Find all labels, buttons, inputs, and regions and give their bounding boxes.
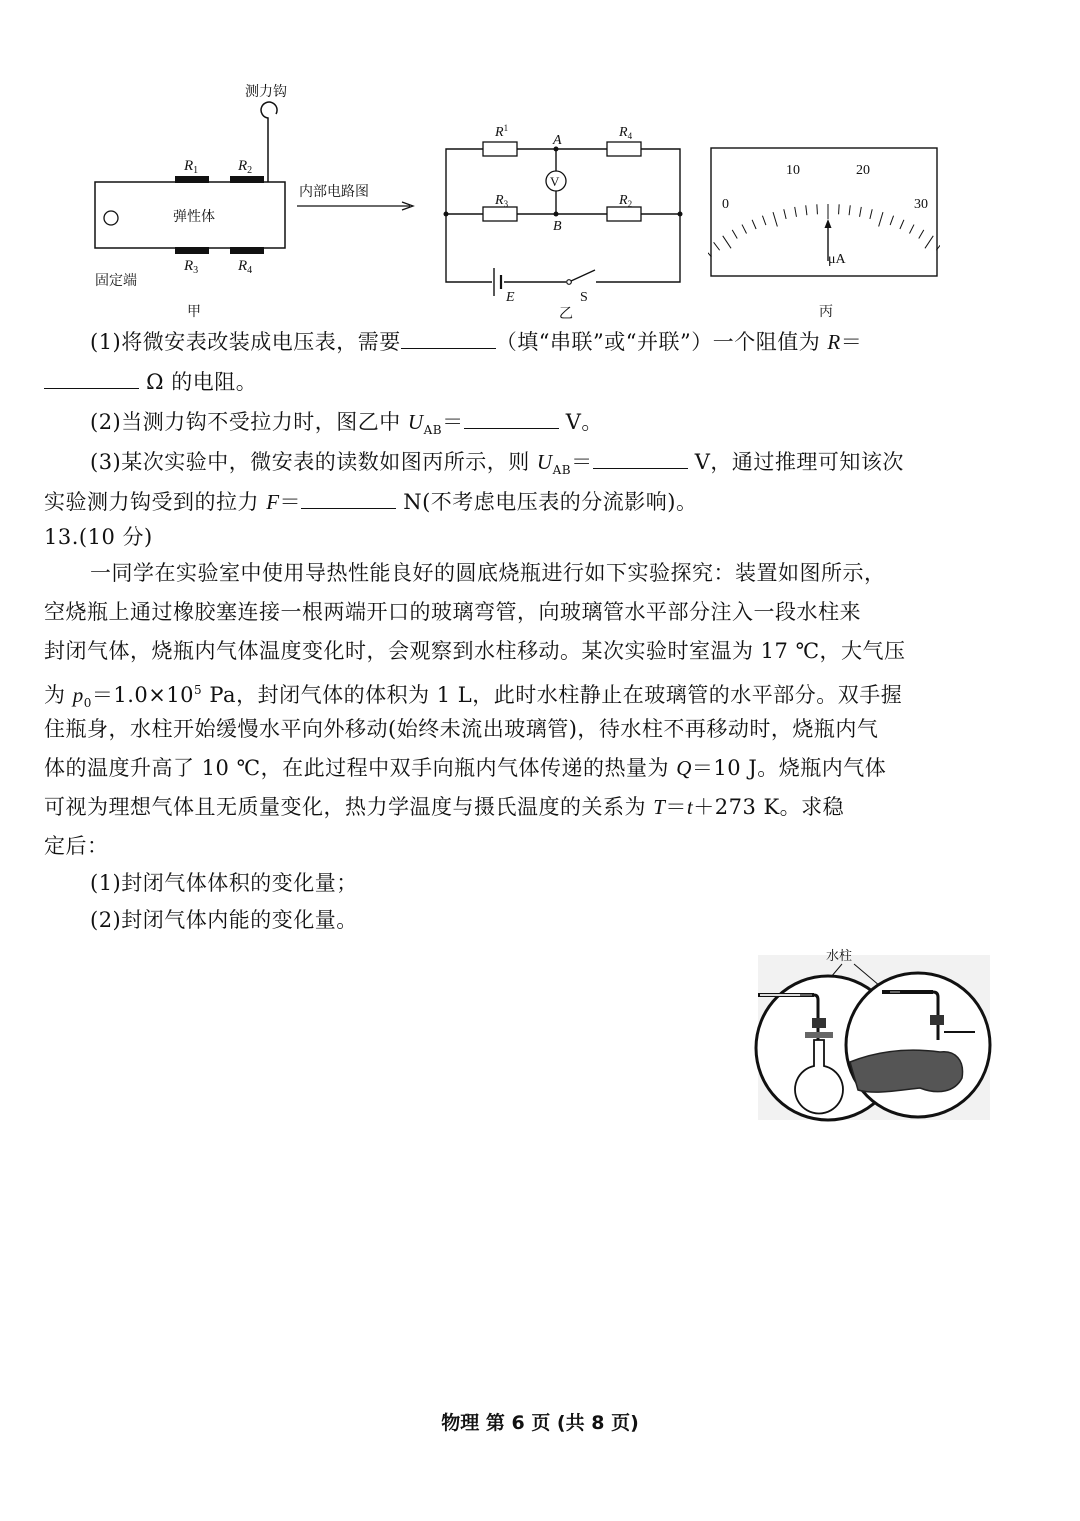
svg-text:R1: $R_1$ bbox=[184, 158, 199, 176]
q13-line2: 空烧瓶上通过橡胶塞连接一根两端开口的玻璃弯管，向玻璃管水平部分注入一段水柱来 bbox=[44, 600, 861, 624]
meter-tick-mark bbox=[919, 230, 924, 239]
meter-frame bbox=[711, 148, 937, 276]
meter-tick-mark bbox=[909, 225, 914, 234]
svg-text:A: A bbox=[553, 133, 562, 148]
internal-circuit-arrow bbox=[295, 180, 420, 215]
svg-text:R3: $R_3$ bbox=[495, 193, 509, 209]
meter-tick-10: 10 bbox=[786, 163, 800, 178]
hook-icon bbox=[261, 102, 277, 182]
hand-icon bbox=[850, 1050, 963, 1092]
svg-text:R3: $R_3$ bbox=[184, 258, 199, 276]
meter-tick-mark bbox=[742, 225, 747, 234]
q12-part3-line1: (3)某次实验中，微安表的读数如图丙所示，则 $U_{AB}= V$，通过推理可知该次 bbox=[90, 446, 904, 485]
meter-tick-mark bbox=[817, 204, 818, 214]
figure-yi-circuit bbox=[440, 118, 690, 320]
meter-tick-0: 0 bbox=[722, 197, 729, 212]
figure-bing-microammeter bbox=[708, 146, 940, 321]
q12-part2: (2)当测力钩不受拉力时，图乙中 $U_{AB}= V$。 bbox=[90, 406, 603, 445]
q12-part3-line2: 实验测力钩受到的拉力 F＝ N(不考虑电压表的分流影响)。 bbox=[44, 486, 697, 517]
q13-line1: 一同学在实验室中使用导热性能良好的圆底烧瓶进行如下实验探究：装置如图所示， bbox=[90, 561, 886, 585]
q13-line4: 为 $p_0=1.0\times 10^5$ Pa，封闭气体的体积为 1 L，此时水柱静止在玻璃管的水平部分。双手握 bbox=[44, 683, 903, 711]
svg-text:S: S bbox=[580, 290, 588, 305]
svg-text:R4: $R_4$ bbox=[619, 125, 633, 141]
meter-tick-mark bbox=[752, 220, 756, 229]
answer-blank-resistance[interactable] bbox=[44, 366, 139, 389]
meter-tick-mark bbox=[849, 205, 850, 215]
svg-text:乙: 乙 bbox=[559, 307, 573, 320]
figure-jia bbox=[80, 78, 295, 318]
meter-tick-mark bbox=[714, 242, 720, 250]
meter-tick-20: 20 bbox=[856, 163, 870, 178]
figure-flask-experiment bbox=[750, 940, 1000, 1125]
meter-tick-mark bbox=[839, 204, 840, 214]
meter-tick-mark bbox=[925, 236, 933, 248]
svg-text:内部电路图: 内部电路图 bbox=[299, 185, 369, 200]
q12-part1-line2: Ω 的电阻。 bbox=[44, 366, 257, 397]
meter-tick-mark bbox=[784, 209, 786, 219]
q12-part1-line1: (1)将微安表改装成电压表，需要 （填“串联”或“并联”）一个阻值为 R＝ bbox=[90, 326, 862, 357]
svg-text:R2: $R_2$ bbox=[238, 158, 253, 176]
q13-line6: 体的温度升高了 10 ℃，在此过程中双手向瓶内气体传递的热量为 Q＝10 J。烧瓶内气体 bbox=[44, 756, 887, 780]
svg-text:R2: $R_2$ bbox=[619, 193, 633, 209]
answer-blank-connection[interactable] bbox=[401, 326, 496, 349]
q13-line3: 封闭气体，烧瓶内气体温度变化时，会观察到水柱移动。某次实验时室温为 17 ℃，大气压 bbox=[44, 639, 906, 663]
answer-blank-force[interactable] bbox=[301, 486, 396, 509]
q13-line8: 定后： bbox=[44, 834, 109, 858]
meter-tick-mark bbox=[773, 212, 777, 226]
svg-text:R4: $R_4$ bbox=[238, 258, 253, 276]
svg-text:R1: $R^1$ bbox=[495, 123, 509, 140]
page-footer: 物理 第 6 页 (共 8 页) bbox=[441, 1412, 639, 1434]
q13-line5: 住瓶身，水柱开始缓慢水平向外移动(始终未流出玻璃管)，待水柱不再移动时，烧瓶内气 bbox=[44, 717, 879, 741]
meter-tick-mark bbox=[806, 205, 807, 215]
meter-tick-mark bbox=[795, 207, 797, 217]
resistor-r1 bbox=[483, 142, 517, 156]
fixed-end-icon bbox=[104, 211, 118, 225]
meter-needle-head bbox=[825, 219, 832, 228]
meter-tick-mark bbox=[890, 216, 893, 225]
q13-line7: 可视为理想气体且无质量变化，热力学温度与摄氏温度的关系为 T＝t＋273 K。求稳 bbox=[44, 795, 845, 819]
meter-tick-mark bbox=[732, 230, 737, 239]
answer-blank-uab[interactable] bbox=[593, 446, 688, 469]
svg-text:弹性体: 弹性体 bbox=[173, 210, 215, 225]
svg-text:E: E bbox=[506, 290, 515, 305]
meter-tick-mark bbox=[879, 212, 883, 226]
svg-text:V: V bbox=[550, 174, 560, 189]
svg-text:甲: 甲 bbox=[187, 305, 201, 318]
meter-tick-mark bbox=[723, 236, 731, 248]
meter-tick-mark bbox=[870, 209, 872, 219]
svg-text:丙: 丙 bbox=[819, 305, 833, 320]
q13-title: 13.(10 分) bbox=[44, 525, 153, 549]
resistor-r2 bbox=[607, 207, 641, 221]
q13-sub2: (2)封闭气体内能的变化量。 bbox=[90, 908, 358, 932]
meter-tick-mark bbox=[860, 207, 862, 217]
meter-unit: μA bbox=[828, 252, 846, 267]
hook-label: 测力钩 bbox=[245, 85, 287, 100]
resistor-r3 bbox=[483, 207, 517, 221]
flask-inset-right bbox=[846, 973, 990, 1117]
meter-tick-30: 30 bbox=[914, 197, 928, 212]
q13-sub1: (1)封闭气体体积的变化量； bbox=[90, 871, 358, 895]
meter-tick-mark bbox=[762, 216, 765, 225]
meter-tick-mark bbox=[900, 220, 904, 229]
resistor-r4 bbox=[607, 142, 641, 156]
svg-text:固定端: 固定端 bbox=[95, 274, 137, 289]
svg-text:B: B bbox=[553, 219, 562, 234]
answer-blank-uab-zero[interactable] bbox=[464, 406, 559, 429]
svg-text:水柱: 水柱 bbox=[826, 948, 853, 963]
